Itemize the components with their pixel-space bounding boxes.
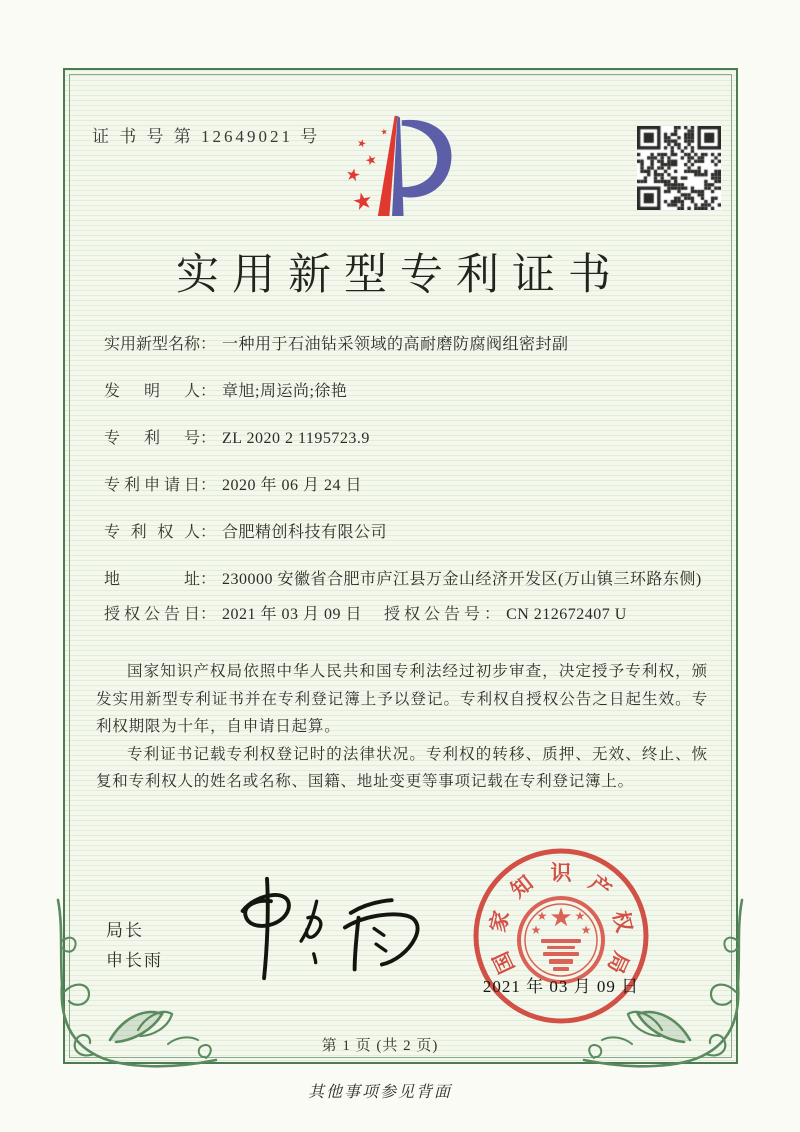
svg-text:产: 产 xyxy=(584,870,616,903)
field-row-inventors: 发明人 ： 章旭;周运尚;徐艳 xyxy=(104,380,708,403)
back-side-note: 其他事项参见背面 xyxy=(307,1084,452,1101)
field-value-invention-name: 一种用于石油钻采领域的高耐磨防腐阀组密封副 xyxy=(222,336,569,353)
field-label: 实用新型名称 xyxy=(104,336,201,353)
svg-text:★: ★ xyxy=(536,909,548,923)
field-row-name: 实用新型名称 ： 一种用于石油钻采领域的高耐磨防腐阀组密封副 xyxy=(104,333,708,356)
field-row-patentee: 专利权人 ： 合肥精创科技有限公司 xyxy=(104,521,708,544)
field-row-grant: 授权公告日 ： 2021 年 03 月 09 日 授权公告号 ： CN 212672407 U xyxy=(104,603,708,626)
certificate-title: 实用新型专利证书 xyxy=(176,252,624,299)
field-value-inventors: 章旭;周运尚;徐艳 xyxy=(222,383,348,400)
svg-text:★: ★ xyxy=(344,164,363,186)
seal-date: 2021 年 03 月 09 日 xyxy=(482,977,640,996)
svg-text:国: 国 xyxy=(488,948,520,978)
field-value-address: 230000 安徽省合肥市庐江县万金山经济开发区(万山镇三环路东侧) xyxy=(222,571,702,588)
field-row-filing-date: 专利申请日 ： 2020 年 06 月 24 日 xyxy=(104,474,708,497)
svg-text:★: ★ xyxy=(580,923,592,937)
svg-text:★: ★ xyxy=(355,137,368,151)
signer-title: 局长 xyxy=(106,921,144,940)
signature-handwriting xyxy=(215,872,430,989)
signer-name: 申长雨 xyxy=(106,951,163,970)
legal-paragraph-1: 国家知识产权局依照中华人民共和国专利法经过初步审查，决定授予专利权，颁发实用新型专利证书并在专利登记簿上予以登记。专利权自授权公告之日起生效。专利权期限为十年，自申请日起算。 xyxy=(96,663,708,735)
legal-text xyxy=(96,658,708,796)
grant-number-group: 授权公告号 ： CN 212672407 U xyxy=(384,603,627,626)
field-label: 专利号 xyxy=(104,430,200,447)
svg-text:识: 识 xyxy=(550,861,572,885)
qr-code xyxy=(637,126,721,210)
field-value-filing-date: 2020 年 06 月 24 日 xyxy=(222,477,363,494)
svg-text:★: ★ xyxy=(574,909,586,923)
field-value-patent-no: ZL 2020 2 1195723.9 xyxy=(222,430,370,447)
svg-text:★: ★ xyxy=(379,126,389,137)
svg-text:家: 家 xyxy=(485,908,514,935)
field-label: 发明人 xyxy=(104,383,200,400)
svg-text:★: ★ xyxy=(549,903,573,932)
page-number: 第 1 页 (共 2 页) xyxy=(321,1038,439,1054)
field-row-patent-no: 专利号 ： ZL 2020 2 1195723.9 xyxy=(104,427,708,450)
field-label: 授权公告日 xyxy=(104,606,200,623)
legal-paragraph-2: 专利证书记载专利权登记时的法律状况。专利权的转移、质押、无效、终止、恢复和专利权人的姓名或名称、国籍、地址变更等事项记载在专利登记簿上。 xyxy=(96,745,708,790)
grant-number-value: CN 212672407 U xyxy=(506,606,627,623)
field-list xyxy=(104,333,708,650)
field-row-address: 地址 ： 230000 安徽省合肥市庐江县万金山经济开发区(万山镇三环路东侧) xyxy=(104,568,708,591)
svg-text:★: ★ xyxy=(530,923,542,937)
field-label: 专利申请日 xyxy=(104,477,200,494)
svg-text:★: ★ xyxy=(349,186,376,216)
svg-text:知: 知 xyxy=(506,870,538,903)
grant-number-label: 授权公告号 xyxy=(384,606,485,623)
cnipa-logo-icon xyxy=(338,110,462,233)
field-label: 专利权人 xyxy=(104,524,200,541)
field-label: 地址 xyxy=(104,571,200,588)
field-value-patentee: 合肥精创科技有限公司 xyxy=(222,524,388,541)
certificate-number: 证 书 号 第 12649021 号 xyxy=(92,127,321,146)
svg-text:权: 权 xyxy=(608,908,637,935)
field-value-grant-date: 2021 年 03 月 09 日 xyxy=(222,606,363,623)
svg-text:★: ★ xyxy=(363,151,380,170)
svg-text:局: 局 xyxy=(602,948,634,978)
